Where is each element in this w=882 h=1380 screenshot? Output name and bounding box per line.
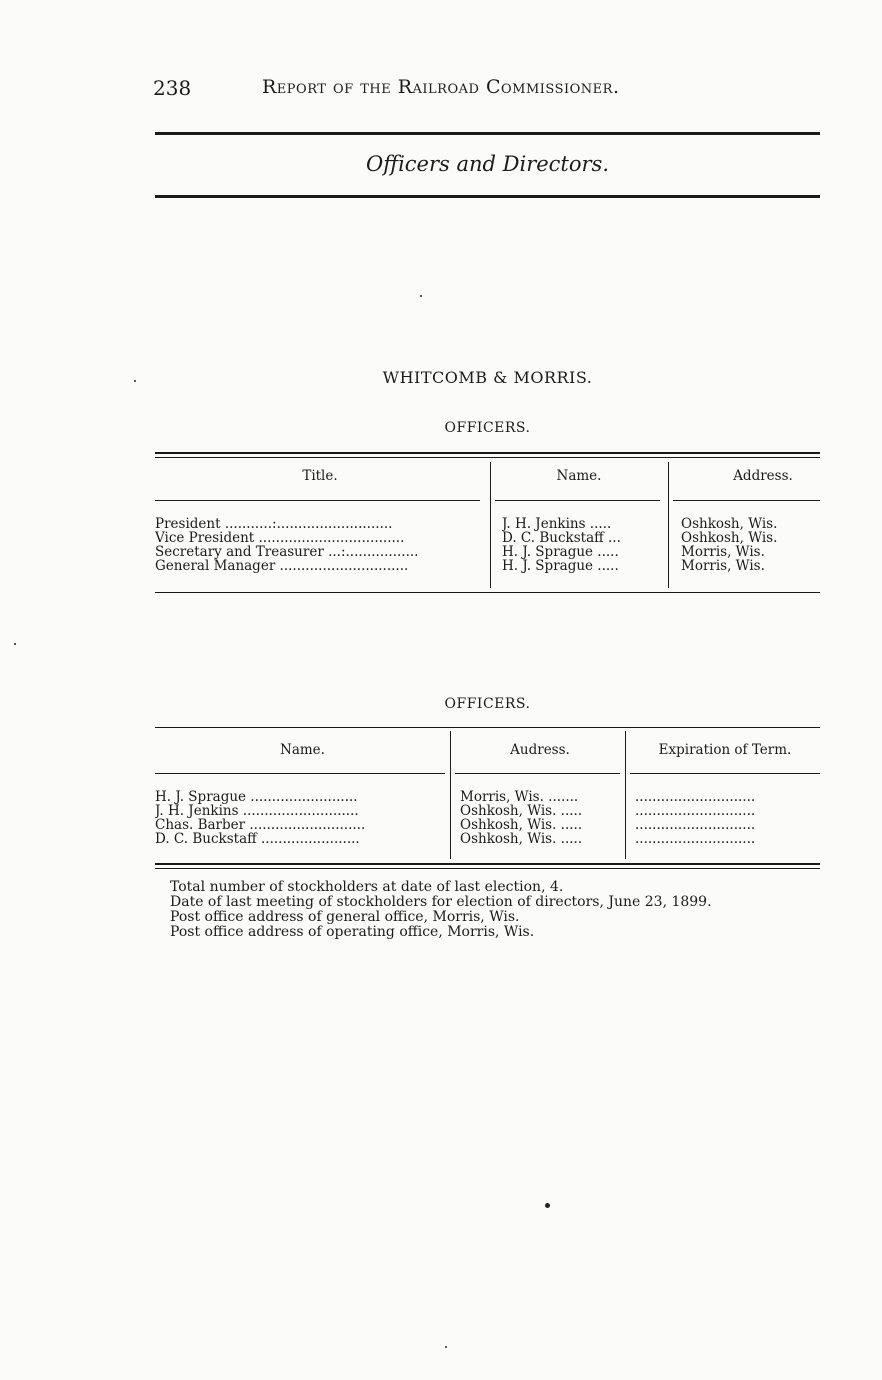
header-rule-top	[155, 132, 820, 135]
officer-title: Vice President ..................................	[155, 531, 405, 546]
directors-caption: OFFICERS.	[444, 696, 531, 712]
header-rule-bottom	[155, 195, 820, 198]
company-name: WHITCOMB & MORRIS.	[382, 368, 593, 387]
scan-speck	[545, 1203, 550, 1208]
director-address: Morris, Wis. .......	[460, 790, 579, 805]
officer-name: J. H. Jenkins .....	[502, 517, 612, 532]
notes-block	[170, 880, 712, 940]
directors-header-address: Audress.	[510, 743, 570, 758]
officers-header-rule-1	[155, 500, 480, 501]
officers-bottom-rule	[155, 592, 820, 593]
officers-header-name: Name.	[556, 469, 602, 484]
director-name: Chas. Barber ...........................	[155, 818, 366, 833]
director-address: Oshkosh, Wis. .....	[460, 818, 583, 833]
note-line: Total number of stockholders at date of last election, 4.	[170, 879, 564, 895]
scan-speck	[445, 1346, 447, 1348]
officers-header-address: Address.	[733, 469, 793, 484]
director-term: ............................	[635, 832, 756, 847]
officers-header-rule-3	[673, 500, 820, 501]
director-term: ............................	[635, 804, 756, 819]
director-address: Oshkosh, Wis. .....	[460, 804, 583, 819]
directors-header-name: Name.	[280, 743, 325, 758]
section-title: Officers and Directors.	[365, 152, 609, 176]
director-term: ............................	[635, 818, 756, 833]
directors-header-rule-1	[155, 773, 445, 774]
officer-address: Oshkosh, Wis.	[681, 517, 778, 532]
running-head: Report of the Railroad Commissioner.	[262, 76, 620, 98]
director-name: H. J. Sprague .........................	[155, 790, 358, 805]
officer-address: Oshkosh, Wis.	[681, 531, 778, 546]
officer-title: Secretary and Treasurer ...:.................	[155, 545, 419, 560]
page-number: 238	[153, 76, 192, 100]
directors-col-divider-2	[625, 731, 626, 859]
officers-header-title: Title.	[302, 469, 338, 484]
director-name: J. H. Jenkins ...........................	[155, 804, 359, 819]
officer-name: H. J. Sprague .....	[502, 559, 619, 574]
scan-speck	[14, 643, 16, 645]
officers-top-rule-2	[155, 457, 820, 458]
directors-col-divider-1	[450, 731, 451, 859]
directors-bottom-rule	[155, 863, 820, 865]
directors-header-term: Expiration of Term.	[658, 743, 792, 758]
officers-top-rule	[155, 452, 820, 454]
note-line: Post office address of operating office, Morris, Wis.	[170, 924, 535, 940]
note-line: Date of last meeting of stockholders for election of directors, June 23, 1899.	[170, 894, 712, 910]
director-address: Oshkosh, Wis. .....	[460, 832, 583, 847]
officer-address: Morris, Wis.	[681, 559, 765, 574]
officers-header-rule-2	[495, 500, 660, 501]
officer-name: H. J. Sprague .....	[502, 545, 619, 560]
scan-speck	[420, 295, 422, 297]
directors-bottom-rule-2	[155, 868, 820, 869]
officers-caption: OFFICERS.	[444, 420, 531, 436]
scan-speck	[134, 380, 136, 382]
officer-name: D. C. Buckstaff ...	[502, 531, 621, 546]
directors-top-rule	[155, 727, 820, 728]
director-name: D. C. Buckstaff .......................	[155, 832, 360, 847]
officer-title: General Manager ..............................	[155, 559, 409, 574]
officer-title: President ...........:...........................	[155, 517, 393, 532]
note-line: Post office address of general office, Morris, Wis.	[170, 909, 520, 925]
directors-header-rule-3	[630, 773, 820, 774]
director-term: ............................	[635, 790, 756, 805]
officer-address: Morris, Wis.	[681, 545, 765, 560]
directors-header-rule-2	[455, 773, 620, 774]
